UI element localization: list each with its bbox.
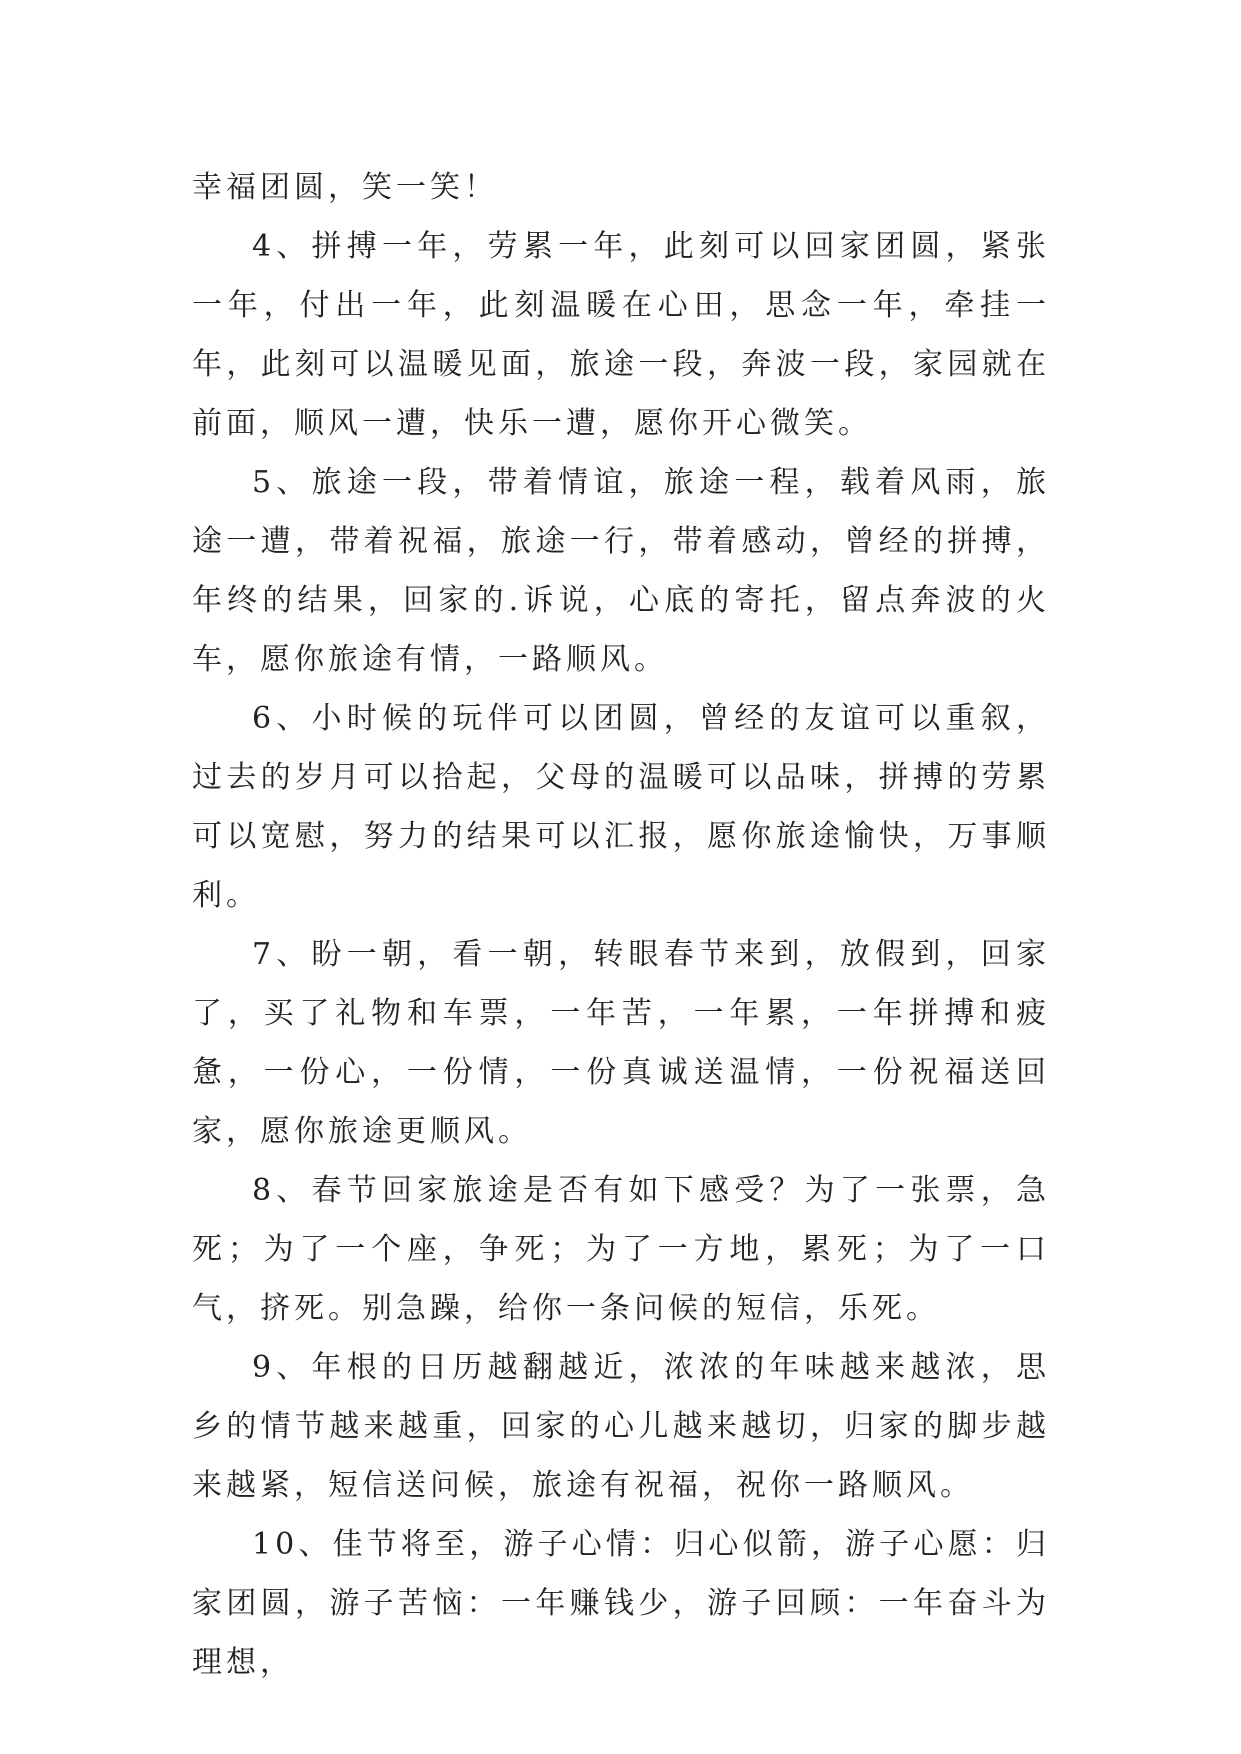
document-body — [192, 158, 1050, 1692]
greeting-item-7: 7、盼一朝，看一朝，转眼春节来到，放假到，回家了，买了礼物和车票，一年苦，一年累，一年拼搏和疲惫，一份心，一份情，一份真诚送温情，一份祝福送回家，愿你旅途更顺风。 — [192, 937, 1050, 1149]
greeting-item-8: 8、春节回家旅途是否有如下感受？为了一张票，急死；为了一个座，争死；为了一方地，累死；为了一口气，挤死。别急躁，给你一条问候的短信，乐死。 — [192, 1173, 1050, 1326]
greeting-item-9: 9、年根的日历越翻越近，浓浓的年味越来越浓，思乡的情节越来越重，回家的心儿越来越切，归家的脚步越来越紧，短信送问候，旅途有祝福，祝你一路顺风。 — [192, 1350, 1050, 1503]
greeting-item-5: 5、旅途一段，带着情谊，旅途一程，载着风雨，旅途一遭，带着祝福，旅途一行，带着感动，曾经的拼搏，年终的结果，回家的.诉说，心底的寄托，留点奔波的火车，愿你旅途有情，一路顺风。 — [192, 465, 1050, 677]
continued-paragraph: 幸福团圆，笑一笑！ — [192, 170, 498, 205]
greeting-item-4: 4、拼搏一年，劳累一年，此刻可以回家团圆，紧张一年，付出一年，此刻温暖在心田，思念一年，牵挂一年，此刻可以温暖见面，旅途一段，奔波一段，家园就在前面，顺风一遭，快乐一遭，愿你开心微笑。 — [192, 229, 1050, 441]
greeting-item-10: 10、佳节将至，游子心情：归心似箭，游子心愿：归家团圆，游子苦恼：一年赚钱少，游子回顾：一年奋斗为理想， — [192, 1527, 1050, 1680]
greeting-item-6: 6、小时候的玩伴可以团圆，曾经的友谊可以重叙，过去的岁月可以拾起，父母的温暖可以品味，拼搏的劳累可以宽慰，努力的结果可以汇报，愿你旅途愉快，万事顺利。 — [192, 701, 1050, 913]
